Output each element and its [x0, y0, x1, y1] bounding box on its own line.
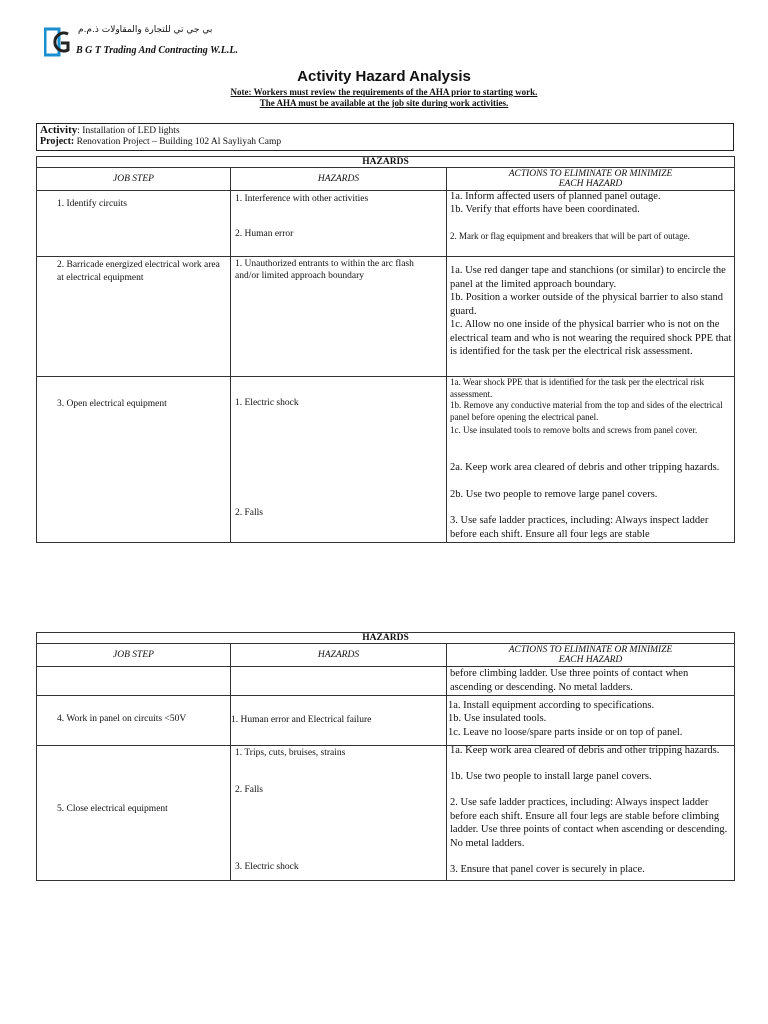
hazard-table-page-2: [36, 632, 735, 881]
project-label: Project:: [40, 136, 75, 147]
action-item: 1b. Verify that efforts have been coordinated.: [450, 204, 640, 215]
hazard-item: 1. Trips, cuts, bruises, strains: [235, 748, 346, 758]
job-step-cell: [37, 257, 231, 377]
job-step-text: 1. Identify circuits: [57, 199, 127, 209]
col-header-actions: [447, 168, 735, 191]
actions-cell: [447, 191, 735, 257]
project-line: [40, 136, 281, 147]
section-header-hazards: HAZARDS: [37, 633, 735, 644]
action-item: 1a. Install equipment according to specifications.: [448, 700, 655, 711]
job-step-text: 4. Work in panel on circuits <50V: [57, 714, 187, 724]
company-arabic-name: بي جي تي للتجارة والمقاولات ذ.م.م: [78, 25, 213, 35]
note-line-1: Note: Workers must review the requirements of the AHA prior to starting work.: [230, 87, 538, 97]
actions-cell: [447, 257, 735, 377]
col-header-actions-line1: ACTIONS TO ELIMINATE OR MINIMIZE: [508, 645, 673, 655]
action-item: 2. Mark or flag equipment and breakers that will be part of outage.: [450, 231, 690, 241]
hazard-item: 2. Human error: [235, 229, 294, 239]
table-section-header-row: [37, 633, 735, 644]
document-title: Activity Hazard Analysis: [297, 68, 471, 85]
bgt-logo-icon: [44, 26, 72, 58]
col-header-job-step: JOB STEP: [37, 644, 231, 667]
job-step-cell: [37, 191, 231, 257]
action-item: 1b. Remove any conductive material from the top and sides of the electrical panel before opening the electrical panel.: [450, 400, 723, 422]
col-header-actions-line2: EACH HAZARD: [558, 179, 623, 189]
action-item: 1c. Use insulated tools to remove bolts and screws from panel cover.: [450, 425, 698, 435]
actions-cell: [447, 667, 735, 696]
action-item: 1b. Use insulated tools.: [448, 713, 547, 724]
job-step-cell: [37, 667, 231, 696]
action-item: 2a. Keep work area cleared of debris and other tripping hazards.: [450, 462, 720, 473]
hazard-item: 1. Human error and Electrical failure: [231, 715, 372, 725]
job-step-cell: [37, 746, 231, 881]
hazards-cell: [231, 257, 447, 377]
actions-cell: [447, 377, 735, 543]
action-item: 3. Ensure that panel cover is securely in place.: [450, 864, 645, 875]
action-item: 1c. Leave no loose/spare parts inside or on top of panel.: [448, 727, 683, 738]
job-step-cell: [37, 377, 231, 543]
hazard-item: 1. Interference with other activities: [235, 194, 369, 204]
col-header-actions: [447, 644, 735, 667]
activity-line: [40, 124, 180, 136]
table-row: [37, 257, 735, 377]
action-item: 1a. Inform affected users of planned panel outage.: [450, 191, 661, 202]
action-item: 3. Use safe ladder practices, including: Always inspect ladder before each shift. Ensure all four legs are stable: [450, 515, 709, 540]
project-value: Renovation Project – Building 102 Al Sayliyah Camp: [74, 137, 282, 147]
hazards-cell: [231, 696, 447, 746]
activity-project-box: [36, 123, 734, 151]
hazard-item: 2. Falls: [235, 508, 263, 518]
col-header-actions-line1: ACTIONS TO ELIMINATE OR MINIMIZE: [508, 169, 673, 179]
hazards-cell: [231, 191, 447, 257]
action-item: 1b. Position a worker outside of the physical barrier to also stand guard.: [450, 292, 723, 317]
col-header-job-step: JOB STEP: [37, 168, 231, 191]
action-item: 2. Use safe ladder practices, including: Always inspect ladder before each shift. Ensure all four legs are stable before climbing ladder. Use three points of contact when ascending or descending. No metal ladders.: [450, 797, 728, 849]
hazards-cell: [231, 377, 447, 543]
action-item: 1a. Keep work area cleared of debris and other tripping hazards.: [450, 745, 720, 756]
action-item: 1b. Use two people to install large panel covers.: [450, 771, 652, 782]
table-row: [37, 667, 735, 696]
company-logo: [44, 26, 72, 58]
col-header-hazards: HAZARDS: [231, 644, 447, 667]
action-item: before climbing ladder. Use three points of contact when ascending or descending. No metal ladders.: [450, 668, 689, 693]
table-row: [37, 377, 735, 543]
table-section-header-row: [37, 157, 735, 168]
hazards-cell: [231, 746, 447, 881]
action-item: 1c. Allow no one inside of the physical barrier who is not on the electrical team and who is not wearing the required shock PPE that is identified for the task per the electrical risk assessment.: [450, 319, 732, 357]
job-step-text: 5. Close electrical equipment: [57, 804, 168, 814]
note-line-2: The AHA must be available at the job site during work activities.: [259, 98, 509, 108]
hazard-item: 1. Electric shock: [235, 398, 299, 408]
col-header-actions-line2: EACH HAZARD: [558, 655, 623, 665]
job-step-text: 2. Barricade energized electrical work area at electrical equipment: [57, 260, 220, 283]
col-header-hazards: HAZARDS: [231, 168, 447, 191]
table-row: [37, 191, 735, 257]
table-row: [37, 746, 735, 881]
action-item: 1a. Use red danger tape and stanchions (or similar) to encircle the panel at the limited approach boundary.: [450, 265, 726, 290]
activity-value: : Installation of LED lights: [77, 126, 180, 136]
hazard-item: 2. Falls: [235, 785, 263, 795]
hazard-item: 3. Electric shock: [235, 862, 299, 872]
activity-label: Activity: [40, 124, 78, 136]
company-english-name: B G T Trading And Contracting W.L.L.: [76, 45, 238, 56]
hazard-table-page-1: [36, 156, 735, 543]
hazard-item: 1. Unauthorized entrants to within the arc flash and/or limited approach boundary: [235, 259, 414, 281]
actions-cell: [447, 696, 735, 746]
job-step-cell: [37, 696, 231, 746]
actions-cell: [447, 746, 735, 881]
hazards-cell: [231, 667, 447, 696]
job-step-text: 3. Open electrical equipment: [57, 399, 167, 409]
table-row: [37, 696, 735, 746]
table-column-header-row: [37, 168, 735, 191]
section-header-hazards: HAZARDS: [37, 157, 735, 168]
action-item: 1a. Wear shock PPE that is identified for the task per the electrical risk assessment.: [450, 377, 705, 399]
table-column-header-row: [37, 644, 735, 667]
action-item: 2b. Use two people to remove large panel covers.: [450, 489, 658, 500]
